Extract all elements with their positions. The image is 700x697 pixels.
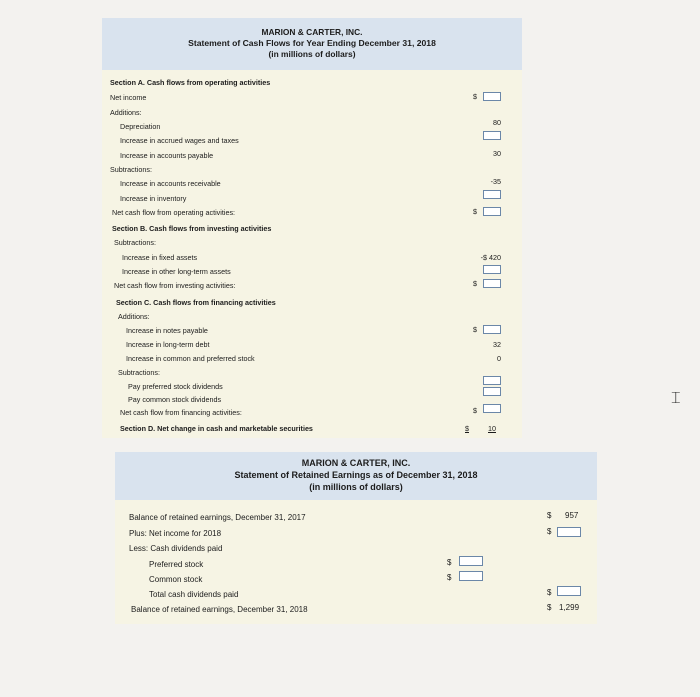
net-operating-input[interactable] (483, 207, 501, 216)
less-dividends-label: Less: Cash dividends paid (129, 544, 223, 553)
depreciation-value: 80 (493, 118, 501, 127)
long-term-debt-label: Increase in long-term debt (126, 340, 210, 349)
accounts-payable-value: 30 (493, 149, 501, 158)
retained-earnings-header (115, 452, 597, 500)
net-financing-input[interactable] (483, 404, 501, 413)
preferred-dividends-input[interactable] (459, 556, 483, 566)
fixed-assets-value: -$ 420 (480, 253, 501, 262)
company-name: MARION & CARTER, INC. (301, 458, 411, 468)
dollar-sign: $ (447, 573, 452, 582)
balance-2018-label: Balance of retained earnings, December 31, 2018 (131, 605, 308, 614)
pref-dividends-input[interactable] (483, 376, 501, 385)
retained-earnings-statement (115, 452, 597, 624)
notes-payable-input[interactable] (483, 325, 501, 334)
cash-flow-header (102, 18, 522, 70)
common-preferred-label: Increase in common and preferred stock (126, 354, 255, 363)
dollar-sign: $ (547, 603, 552, 612)
dollar-sign: $ (547, 588, 552, 597)
preferred-stock-label: Preferred stock (149, 560, 204, 569)
dollar-sign: $ (447, 558, 452, 567)
net-financing-label: Net cash flow from financing activities: (120, 408, 242, 417)
dollar-sign: $ (547, 511, 552, 520)
dollar-sign: $ (473, 279, 477, 288)
accounts-receivable-value: -35 (490, 177, 501, 186)
net-operating-label: Net cash flow from operating activities: (112, 208, 236, 217)
other-lt-assets-input[interactable] (483, 265, 501, 274)
section-d-heading: Section D. Net change in cash and marketable securities (120, 424, 313, 433)
dollar-sign: $ (473, 207, 477, 216)
accrued-wages-input[interactable] (483, 131, 501, 140)
other-lt-assets-label: Increase in other long-term assets (122, 267, 231, 276)
accounts-receivable-label: Increase in accounts receivable (120, 179, 221, 188)
subtractions-b-label: Subtractions: (114, 238, 156, 247)
accrued-wages-label: Increase in accrued wages and taxes (120, 136, 239, 145)
subtractions-c-label: Subtractions: (118, 368, 160, 377)
notes-payable-label: Increase in notes payable (126, 326, 208, 335)
common-dividends-input[interactable] (483, 387, 501, 396)
net-investing-input[interactable] (483, 279, 501, 288)
common-preferred-value: 0 (497, 354, 501, 363)
net-income-label: Net income (110, 93, 147, 102)
dollar-sign: $ (473, 325, 477, 334)
additions-c-label: Additions: (118, 312, 150, 321)
subtractions-label: Subtractions: (110, 165, 152, 174)
additions-label: Additions: (110, 108, 142, 117)
dollar-sign: $ (465, 424, 469, 433)
fixed-assets-label: Increase in fixed assets (122, 253, 198, 262)
accounts-payable-label: Increase in accounts payable (120, 151, 214, 160)
statement-title: Statement of Retained Earnings as of December 31, 2018 (234, 470, 478, 480)
balance-2017-label: Balance of retained earnings, December 31, 2017 (129, 513, 306, 522)
net-investing-label: Net cash flow from investing activities: (114, 281, 236, 290)
cash-flow-statement (102, 18, 522, 438)
company-name: MARION & CARTER, INC. (261, 27, 363, 37)
net-income-2018-input[interactable] (557, 527, 581, 537)
section-b-heading: Section B. Cash flows from investing activities (112, 224, 272, 233)
dollar-sign: $ (473, 406, 477, 415)
net-income-input[interactable] (483, 92, 501, 101)
long-term-debt-value: 32 (493, 340, 501, 349)
common-dividends-input[interactable] (459, 571, 483, 581)
depreciation-label: Depreciation (120, 122, 161, 131)
pref-dividends-label: Pay preferred stock dividends (128, 382, 223, 391)
common-stock-label: Common stock (149, 575, 203, 584)
inventory-label: Increase in inventory (120, 194, 187, 203)
balance-2018-value: 1,299 (559, 603, 580, 612)
total-dividends-label: Total cash dividends paid (149, 590, 239, 599)
text-cursor-icon: ⌶ (671, 388, 681, 407)
statement-units: (in millions of dollars) (268, 49, 356, 59)
dollar-sign: $ (547, 527, 552, 536)
net-change-value: 10 (488, 424, 496, 433)
total-dividends-input[interactable] (557, 586, 581, 596)
net-income-2018-label: Plus: Net income for 2018 (129, 529, 222, 538)
statement-units: (in millions of dollars) (309, 482, 403, 492)
balance-2017-value: 957 (565, 511, 579, 520)
common-dividends-label: Pay common stock dividends (128, 395, 222, 404)
section-c-heading: Section C. Cash flows from financing activities (116, 298, 276, 307)
inventory-input[interactable] (483, 190, 501, 199)
statement-title: Statement of Cash Flows for Year Ending December 31, 2018 (188, 38, 436, 48)
dollar-sign: $ (473, 92, 477, 101)
section-a-heading: Section A. Cash flows from operating activities (110, 78, 271, 87)
